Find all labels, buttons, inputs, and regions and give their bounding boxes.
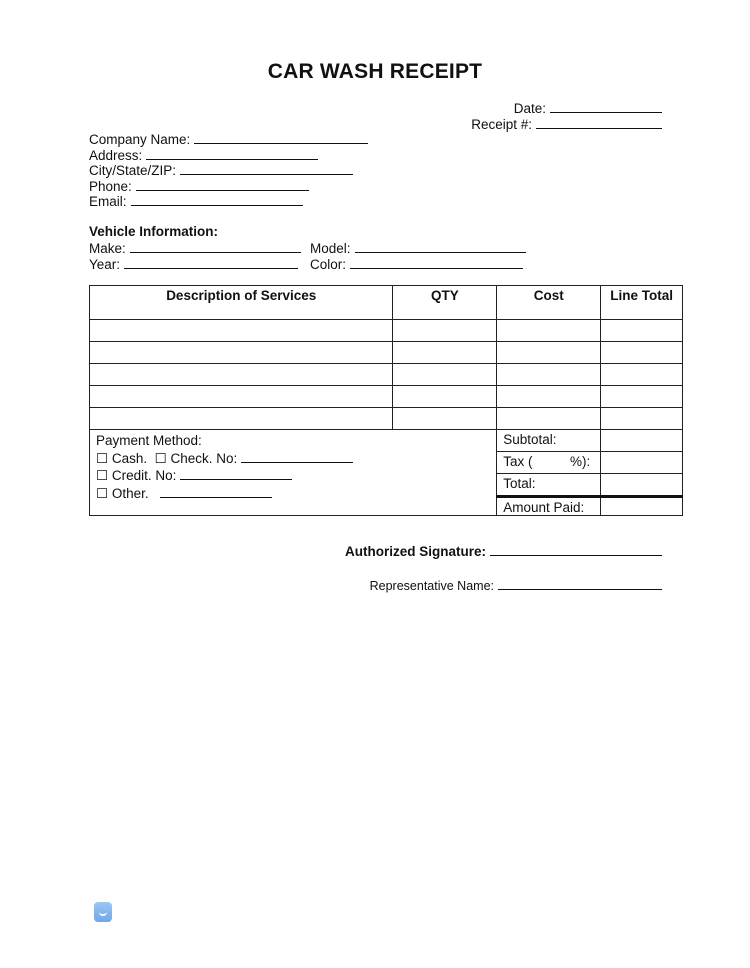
company-name-field[interactable] xyxy=(89,131,368,147)
representative-name-label: Representative Name: xyxy=(369,579,494,593)
other-checkbox[interactable]: ☐ Other. xyxy=(96,485,149,501)
line-total-cell[interactable] xyxy=(601,386,683,408)
receipt-number-field[interactable] xyxy=(471,116,662,132)
credit-checkbox[interactable]: ☐ Credit. No: xyxy=(96,468,177,483)
authorized-signature-field[interactable] xyxy=(345,543,662,559)
make-label: Make: xyxy=(89,241,126,256)
description-cell[interactable] xyxy=(90,408,393,430)
payment-method-label: Payment Method: xyxy=(96,433,202,448)
qty-cell[interactable] xyxy=(393,342,497,364)
amount-paid-label: Amount Paid: xyxy=(497,497,601,516)
services-table xyxy=(89,285,683,516)
phone-label: Phone: xyxy=(89,179,132,194)
address-field[interactable] xyxy=(89,147,318,163)
date-field[interactable] xyxy=(514,100,662,116)
cash-checkbox[interactable]: ☐ Cash. xyxy=(96,450,148,466)
description-cell[interactable] xyxy=(90,364,393,386)
address-label: Address: xyxy=(89,148,143,163)
tax-value[interactable] xyxy=(601,452,683,474)
cost-cell[interactable] xyxy=(497,408,601,430)
phone-field[interactable] xyxy=(89,178,309,194)
date-label: Date: xyxy=(513,101,546,116)
total-label: Total: xyxy=(497,474,601,497)
table-row xyxy=(90,320,683,342)
line-total-cell[interactable] xyxy=(601,342,683,364)
authorized-signature-label: Authorized Signature: xyxy=(345,544,486,559)
email-label: Email: xyxy=(89,194,127,209)
line-total-cell[interactable] xyxy=(601,408,683,430)
company-name-label: Company Name: xyxy=(89,132,191,147)
tax-label: Tax ( %): xyxy=(497,452,601,474)
receipt-label: Receipt #: xyxy=(471,117,532,132)
color-label: Color: xyxy=(310,257,347,272)
year-field[interactable] xyxy=(89,256,298,272)
model-field[interactable] xyxy=(310,240,526,256)
cost-cell[interactable] xyxy=(497,386,601,408)
description-cell[interactable] xyxy=(90,342,393,364)
description-cell[interactable] xyxy=(90,386,393,408)
description-cell[interactable] xyxy=(90,320,393,342)
email-field[interactable] xyxy=(89,193,303,209)
year-label: Year: xyxy=(89,257,121,272)
cost-cell[interactable] xyxy=(497,364,601,386)
total-value[interactable] xyxy=(601,474,683,497)
subtotal-label: Subtotal: xyxy=(497,430,601,452)
esign-logo-icon xyxy=(94,902,112,922)
qty-cell[interactable] xyxy=(393,408,497,430)
subtotal-value[interactable] xyxy=(601,430,683,452)
qty-cell[interactable] xyxy=(393,364,497,386)
make-field[interactable] xyxy=(89,240,301,256)
city-state-zip-field[interactable] xyxy=(89,162,353,178)
line-total-cell[interactable] xyxy=(601,320,683,342)
qty-cell[interactable] xyxy=(393,320,497,342)
header-line-total: Line Total xyxy=(601,286,683,320)
payment-method-section xyxy=(90,430,497,516)
model-label: Model: xyxy=(310,241,351,256)
table-row xyxy=(90,342,683,364)
city-label: City/State/ZIP: xyxy=(89,163,177,178)
amount-paid-value[interactable] xyxy=(601,497,683,516)
table-row xyxy=(90,364,683,386)
line-total-cell[interactable] xyxy=(601,364,683,386)
cost-cell[interactable] xyxy=(497,320,601,342)
header-description: Description of Services xyxy=(90,286,393,320)
table-row xyxy=(90,386,683,408)
table-header-row xyxy=(90,286,683,320)
qty-cell[interactable] xyxy=(393,386,497,408)
header-cost: Cost xyxy=(497,286,601,320)
header-qty: QTY xyxy=(393,286,497,320)
page-title: CAR WASH RECEIPT xyxy=(267,60,483,83)
vehicle-heading: Vehicle Information: xyxy=(89,224,219,239)
check-checkbox[interactable]: ☐ Check. No: xyxy=(154,450,238,466)
cost-cell[interactable] xyxy=(497,342,601,364)
representative-name-field[interactable] xyxy=(370,577,662,593)
table-row xyxy=(90,408,683,430)
color-field[interactable] xyxy=(310,256,523,272)
